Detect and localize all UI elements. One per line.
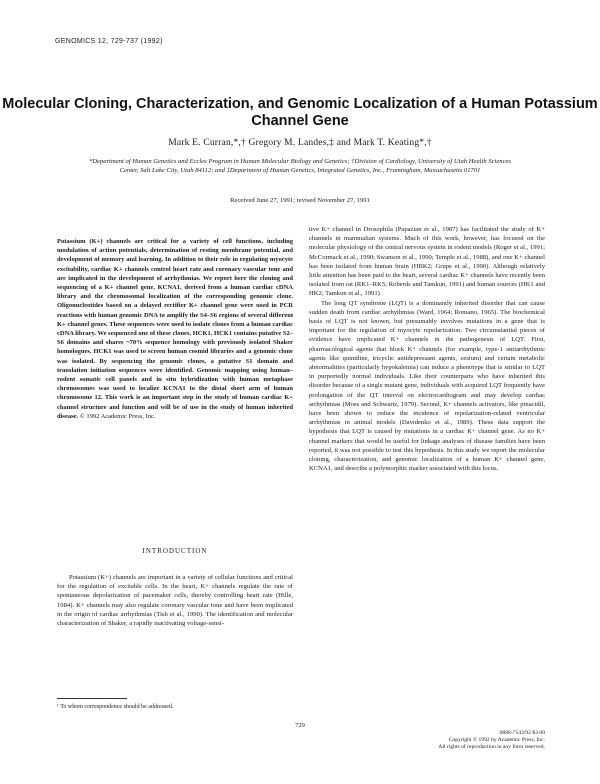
journal-reference: GENOMICS 12, 729-737 (1992) [55, 38, 163, 45]
abstract [57, 237, 293, 421]
abstract-text: Potassium (K+) channels are critical for a variety of cell functions, including modulation of action potentials, determination of resting membrane potential, and development of memory and learning. In addition to their role in regulating myocyte excitability, cardiac K+ channels control heart rate and coronary vascular tone and are implicated in the development of arrhythmias. We report here the cloning and sequencing of a K+ channel gene, KCNA1, derived from a human cardiac cDNA library and the chromosomal localization of the corresponding genomic clone. Oligonucleotides based on a delayed rectifier K+ channel gene were used in PCR reactions with human genomic DNA to amplify the S4–S6 regions of several different K+ channel genes. These sequences were used to isolate clones from a human cardiac cDNA library. We sequenced one of these clones, HCK1. HCK1 contains putative S2–S6 domains and shares ~70% sequence homology with previously isolated Shaker homologues. HCK1 was used to screen human cosmid libraries and a genomic clone was isolated. By sequencing the genomic clones, a putative S1 domain and translation initiation sequences were identified. Genomic mapping using human–rodent somatic cell panels and in situ hybridization with human metaphase chromosomes was used to localize KCNA1 to the distal short arm of human chromosome 12. This work is an important step in the study of human cardiac K+ channel structure and function and will be of use in the study of human inherited disease. [57, 238, 293, 420]
right-column [309, 225, 545, 473]
received-dates: Received June 27, 1991; revised November 27, 1991 [230, 197, 370, 204]
introduction-left-column [57, 573, 293, 628]
introduction-heading: INTRODUCTION [142, 547, 208, 555]
right-paragraph-2: The long QT syndrome (LQT) is a dominantly inherited disorder that can cause sudden death from cardiac arrhythmias (Ward, 1964; Romano, 1965). The biochemical basis of LQT is not known, but presumably involves mutations in a gene that is important for the regulation of myocyte repolarization. Two circumstantial pieces of evidence have implicated K+ channels in the pathogenesis of LQT. First, pharmacological agents that block K+ channels (for example, type-1 antiarrhythmic agents like quinidine, tricyclic antidepressant agents, cesium) and certain metabolic abnormalities (particularly hypokalemia) can induce a phenotype that is similar to LQT in purportedly normal individuals. Like their counterparts who have inherited this disorder because of a single mutant gene, individuals with acquired LQT frequently have prolongation of the QT interval on electrocardiogram and may develop cardiac arrhythmias (Moss and Schwartz, 1979). Second, K+ channels activators, like pinacidil, have been shown to reduce the incidence of repolarization-related ventricular arrhythmias in animal models (Davidenko et al., 1989). These data support the hypothesis that LQT is caused by mutations in a cardiac K+ channel gene. As no K+ channel markers that would be useful for linkage analyses of disease families have been reported, it was not possible to test this hypothesis. In this study we report the molecular cloning, characterization, and genomic localization of a human K+ channel gene, KCNA1, and describe a polymorphic marker associated with this locus. [309, 299, 545, 473]
article-title: Molecular Cloning, Characterization, and Genomic Localization of a Human Potassium Channel Gene [2, 96, 598, 129]
footnote: ¹ To whom correspondence should be addressed. [57, 704, 174, 710]
author-list: Mark E. Curran,*,† Gregory M. Landes,‡ and Mark T. Keating*,† [168, 138, 432, 148]
right-paragraph-1: tive K+ channel in Drosophila (Papazian et al., 1987) has facilitated the study of K+ channels in mammalian systems. Much of this work, however, has focused on the molecular physiology of the central nervous system in rodent models (Roger et al., 1991; McCormack et al., 1990; Swanson et al., 1990; Temple et al., 1988), and one K+ channel has been isolated from human brain (HBK2; Grupe et al., 1990). Although relatively little attention has been paid to the heart, several cardiac K+ channels have recently been isolated from rat (RK1–RK5; Roberds and Tamkun, 1991) and human sources (HK1 and HK2; Tamkun et al., 1991). [309, 226, 545, 298]
affiliations: *Department of Human Genetics and Eccles Program in Human Molecular Biology and Genetics; †Division of Cardiology, University of Utah Health Sciences Center, Salt Lake City, Utah 84112; and ‡Department of Human Genetics, Integrated Genetics, Inc., Framingham, Massachusetts 01701 [89, 158, 511, 175]
introduction-paragraph: Potassium (K+) channels are important in a variety of cellular functions and critical for the regulation of excitable cells. In the heart, K+ channels regulate the rate of spontaneous depolarization of pacemaker cells, thereby controlling heart rate (Hille, 1984). K+ channels may also regulate coronary vascular tone and have been implicated in the origin of cardiac arrhythmias (Tish et al., 1990). The identification and molecular characterization of Shaker, a rapidly inactivating voltage-sensi- [57, 574, 293, 628]
page-number: 729 [295, 722, 305, 729]
abstract-copyright: © 1992 Academic Press, Inc. [79, 412, 156, 420]
footnote-divider [57, 698, 127, 699]
copyright-notice: 0888-7543/92 $3.00 Copyright © 1992 by Academic Press, Inc. All rights of reproduction in any form reserved. [438, 730, 545, 751]
